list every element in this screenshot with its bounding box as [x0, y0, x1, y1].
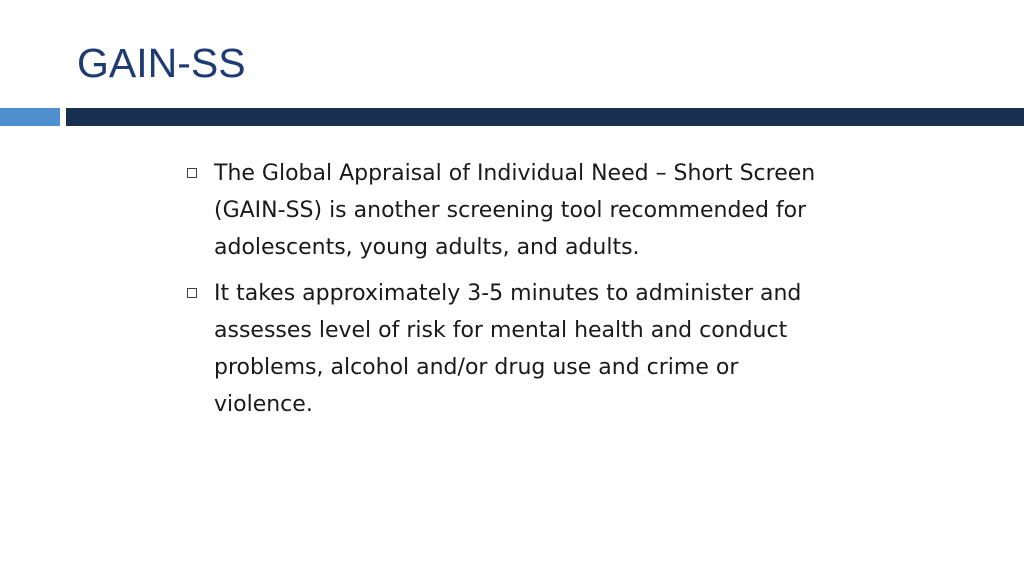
bullet-item: [186, 155, 836, 266]
hollow-square-bullet-icon: [187, 168, 197, 178]
bullet-list: [186, 155, 836, 432]
hollow-square-bullet-icon: [187, 288, 197, 298]
bullet-item: [186, 275, 836, 423]
title-divider-bar: [66, 108, 1024, 126]
bullet-text: The Global Appraisal of Individual Need – Short Screen (GAIN-SS) is another screening tool recommended for adolescents, young adults, and adults.: [214, 161, 816, 260]
title-divider-accent: [0, 108, 60, 126]
slide-title: GAIN-SS: [77, 40, 246, 86]
bullet-text: It takes approximately 3-5 minutes to administer and assesses level of risk for mental health and conduct problems, alcohol and/or drug use and crime or violence.: [214, 281, 802, 417]
